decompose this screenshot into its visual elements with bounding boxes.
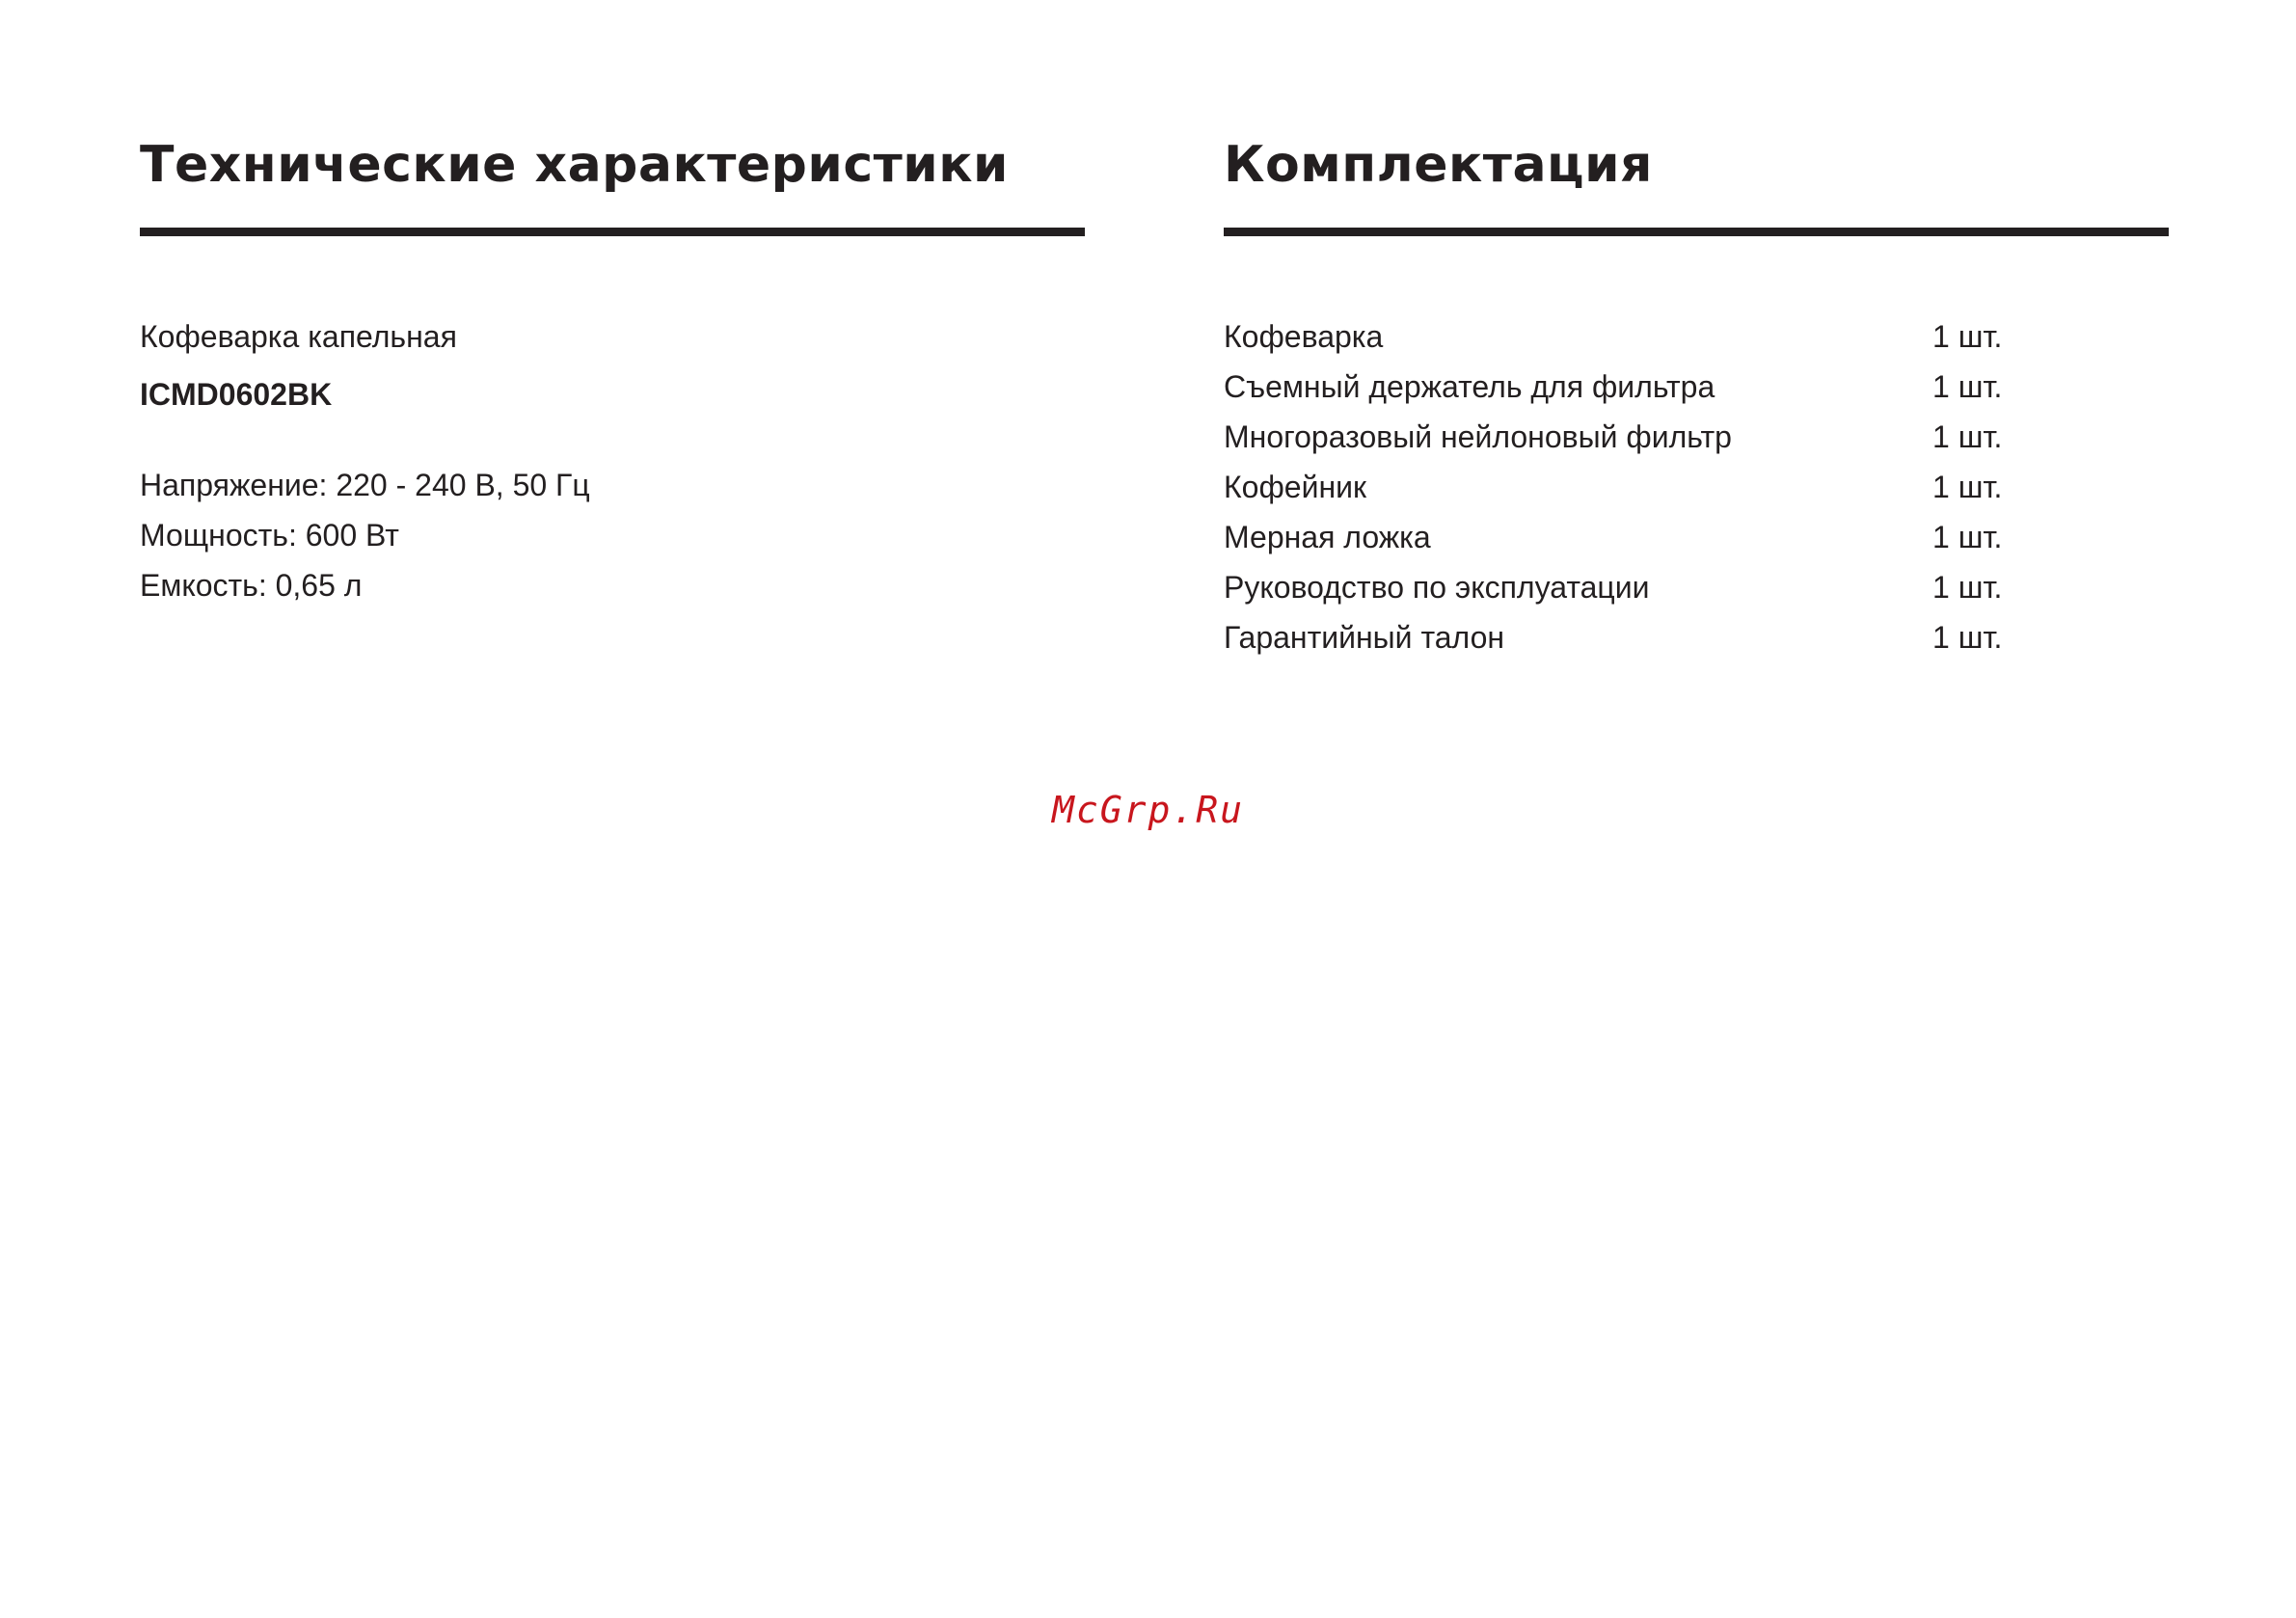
kit-item bbox=[1224, 362, 2169, 412]
spec-capacity: Емкость: 0,65 л bbox=[140, 568, 363, 603]
kit-item bbox=[1224, 512, 2169, 562]
spec-voltage: Напряжение: 220 - 240 В, 50 Гц bbox=[140, 468, 590, 502]
specs-title-rule bbox=[140, 228, 1085, 236]
kit-section bbox=[1224, 133, 2169, 662]
watermark-link[interactable]: McGrp.Ru bbox=[1051, 789, 1245, 831]
kit-item-qty: 1 шт. bbox=[1932, 470, 2003, 504]
kit-item-name: Многоразовый нейлоновый фильтр bbox=[1224, 419, 1732, 454]
kit-item-name: Руководство по эксплуатации bbox=[1224, 570, 1650, 605]
kit-item-name: Кофейник bbox=[1224, 470, 1366, 504]
kit-item-name: Мерная ложка bbox=[1224, 520, 1431, 554]
specs-content bbox=[140, 311, 1085, 610]
kit-item-name: Кофеварка bbox=[1224, 319, 1384, 354]
kit-item-name: Гарантийный талон bbox=[1224, 620, 1505, 655]
kit-item-qty: 1 шт. bbox=[1932, 319, 2003, 354]
kit-item-qty: 1 шт. bbox=[1932, 419, 2003, 454]
kit-list bbox=[1224, 311, 2169, 662]
kit-item bbox=[1224, 462, 2169, 512]
kit-item-qty: 1 шт. bbox=[1932, 620, 2003, 655]
kit-item bbox=[1224, 562, 2169, 612]
kit-item bbox=[1224, 311, 2169, 362]
kit-title: Комплектация bbox=[1224, 136, 1653, 194]
model-number: ICMD0602BK bbox=[140, 377, 333, 412]
kit-item-qty: 1 шт. bbox=[1932, 570, 2003, 605]
kit-item bbox=[1224, 412, 2169, 462]
specs-section bbox=[140, 133, 1085, 610]
product-type: Кофеварка капельная bbox=[140, 319, 457, 354]
spec-power: Мощность: 600 Вт bbox=[140, 518, 399, 553]
specs-title: Технические характеристики bbox=[140, 136, 1009, 194]
kit-title-rule bbox=[1224, 228, 2169, 236]
kit-item bbox=[1224, 612, 2169, 662]
spec-list bbox=[140, 460, 1085, 610]
kit-item-qty: 1 шт. bbox=[1932, 369, 2003, 404]
kit-item-name: Съемный держатель для фильтра bbox=[1224, 369, 1715, 404]
kit-item-qty: 1 шт. bbox=[1932, 520, 2003, 554]
